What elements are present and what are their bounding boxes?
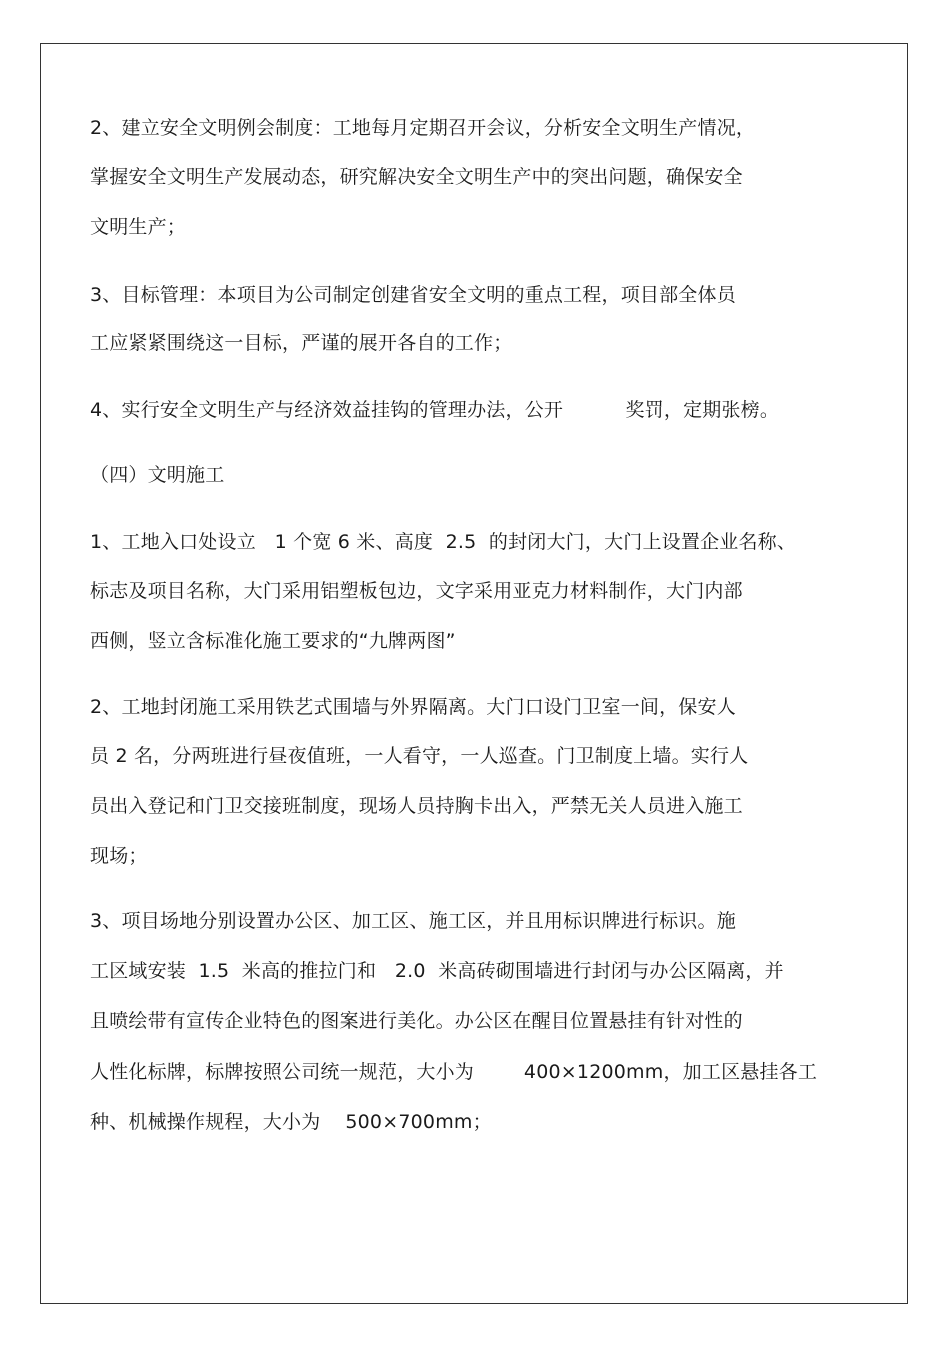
text-line: 人性化标牌，标牌按照公司统一规范，大小为 400×1200mm，加工区悬挂各工 [90,1061,818,1083]
text-line: 2、工地封闭施工采用铁艺式围墙与外界隔离。大门口设门卫室一间，保安人 [90,696,736,718]
text-line: 员 2 名，分两班进行昼夜值班，一人看守，一人巡查。门卫制度上墙。实行人 [90,745,749,767]
text-line: 掌握安全文明生产发展动态，研究解决安全文明生产中的突出问题，确保安全 [90,166,743,188]
text-line: 4、实行安全文明生产与经济效益挂钩的管理办法，公开 奖罚，定期张榜。 [90,399,780,421]
text-line: 1、工地入口处设立 1 个宽 6 米、高度 2.5 的封闭大门，大门上设置企业名称、 [90,531,797,553]
text-line: 员出入登记和门卫交接班制度，现场人员持胸卡出入，严禁无关人员进入施工 [90,795,743,817]
text-line: 现场； [90,845,148,867]
text-line: 2、建立安全文明例会制度：工地每月定期召开会议，分析安全文明生产情况， [90,117,756,139]
text-line: 种、机械操作规程，大小为 500×700mm； [90,1111,492,1133]
text-line: 且喷绘带有宣传企业特色的图案进行美化。办公区在醒目位置悬挂有针对性的 [90,1010,743,1032]
text-line: 工应紧紧围绕这一目标，严谨的展开各自的工作； [90,332,513,354]
section-heading: （四）文明施工 [90,464,225,486]
text-line: 西侧，竖立含标准化施工要求的“九牌两图” [90,630,456,652]
text-line: 3、目标管理：本项目为公司制定创建省安全文明的重点工程，项目部全体员 [90,284,736,306]
text-line: 3、项目场地分别设置办公区、加工区、施工区，并且用标识牌进行标识。施 [90,910,736,932]
text-line: 标志及项目名称，大门采用铝塑板包边，文字采用亚克力材料制作，大门内部 [90,580,743,602]
text-line: 文明生产； [90,216,187,238]
text-line: 工区域安装 1.5 米高的推拉门和 2.0 米高砖砌围墙进行封闭与办公区隔离，并 [90,960,784,982]
